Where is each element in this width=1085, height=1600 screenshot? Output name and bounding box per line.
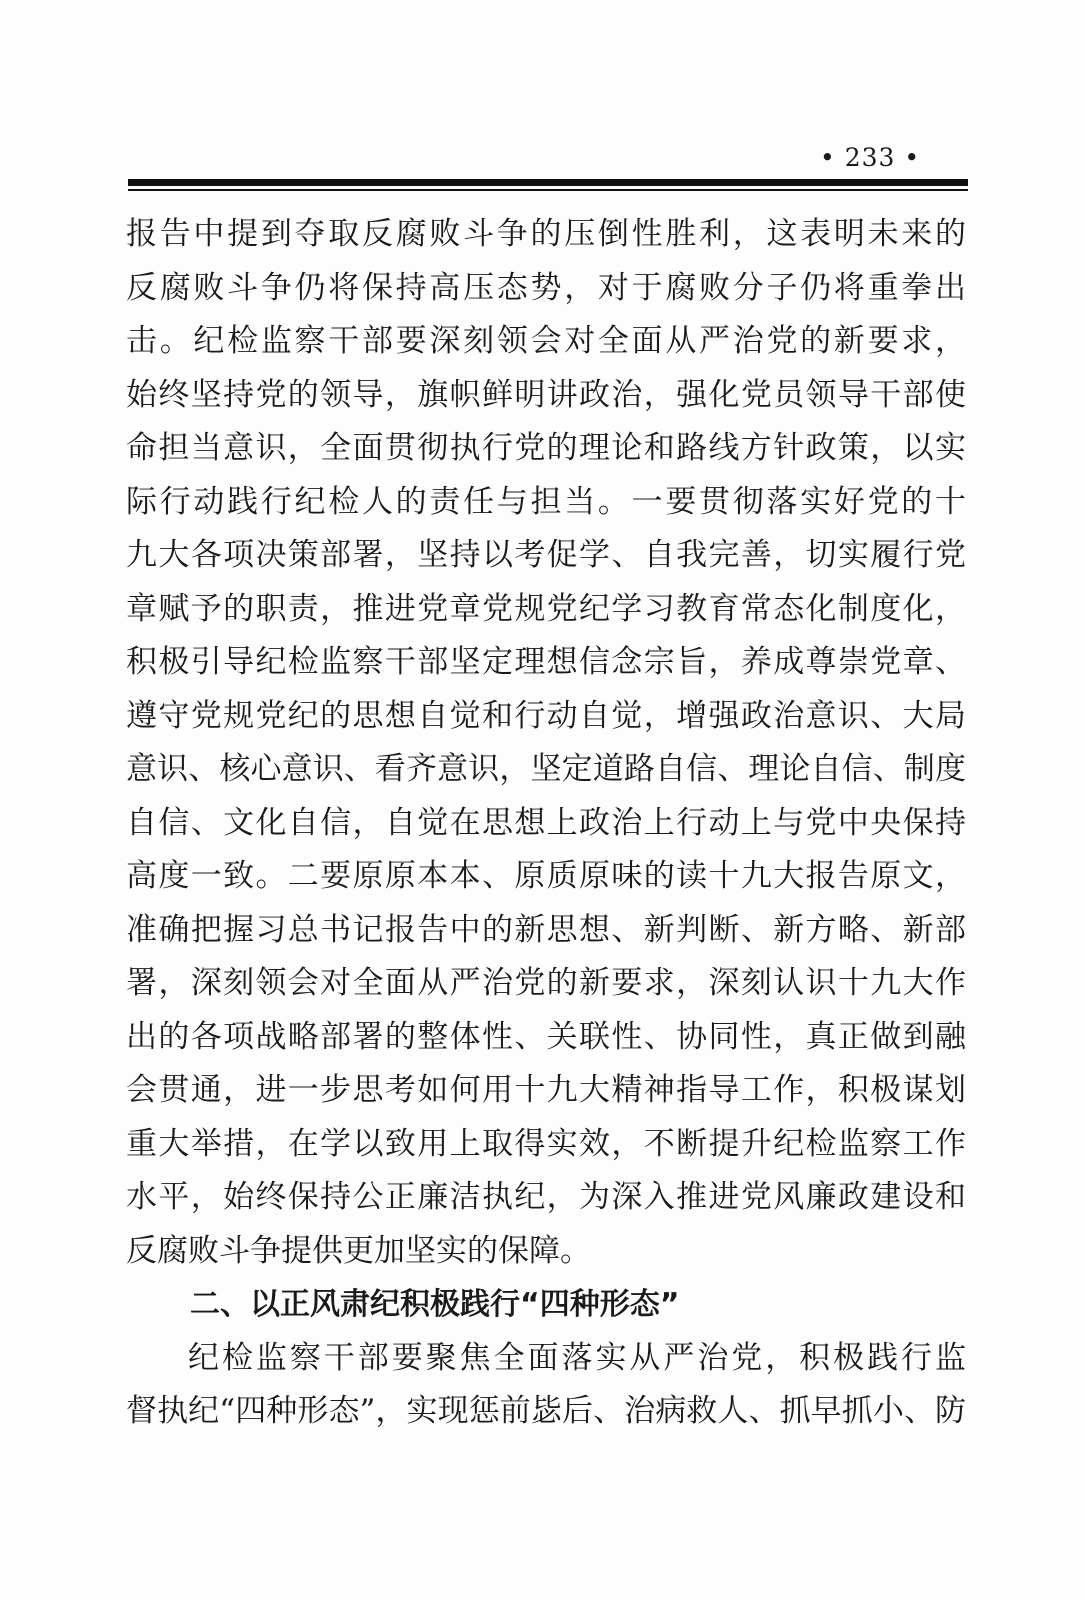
page-number: • 233 • [820, 143, 921, 172]
text-line: 积极引导纪检监察干部坚定理想信念宗旨，养成尊崇党章、 [126, 644, 966, 680]
text-line: 始终坚持党的领导，旗帜鲜明讲政治，强化党员领导干部使 [126, 376, 966, 413]
text-line: 九大各项决策部署，坚持以考促学、自我完善，切实履行党 [126, 537, 966, 573]
text-line: 章赋予的职责，推进党章党规党纪学习教育常态化制度化， [126, 590, 966, 627]
body-text [126, 208, 966, 1439]
text-line: 反腐败斗争提供更加坚实的保障。 [126, 1232, 591, 1269]
text-line: 会贯通，进一步思考如何用十九大精神指导工作，积极谋划 [126, 1072, 966, 1108]
text-line: 意识、核心意识、看齐意识，坚定道路自信、理论自信、制度 [126, 751, 966, 787]
text-line: 自信、文化自信，自觉在思想上政治上行动上与党中央保持 [126, 804, 966, 841]
text-line: 遵守党规党纪的思想自觉和行动自觉，增强政治意识、大局 [126, 697, 966, 734]
text-line: 高度一致。二要原原本本、原质原味的读十九大报告原文， [126, 858, 966, 894]
text-line: 反腐败斗争仍将保持高压态势，对于腐败分子仍将重拳出 [126, 269, 966, 306]
text-line: 纪检监察干部要聚焦全面落实从严治党，积极践行监 [188, 1339, 966, 1376]
header-rule-thick [128, 179, 968, 186]
text-line: 水平，始终保持公正廉洁执纪，为深入推进党风廉政建设和 [126, 1179, 966, 1215]
header-rule-thin [128, 189, 968, 191]
section-heading: 二、以正风肃纪积极践行“四种形态” [190, 1287, 680, 1322]
text-line: 署，深刻领会对全面从严治党的新要求，深刻认识十九大作 [126, 965, 966, 1001]
text-line: 准确把握习总书记报告中的新思想、新判断、新方略、新部 [126, 911, 966, 948]
text-line: 击。纪检监察干部要深刻领会对全面从严治党的新要求， [126, 323, 966, 359]
text-line: 出的各项战略部署的整体性、关联性、协同性，真正做到融 [126, 1018, 966, 1055]
text-line: 际行动践行纪检人的责任与担当。一要贯彻落实好党的十 [126, 483, 966, 520]
text-line: 重大举措，在学以致用上取得实效，不断提升纪检监察工作 [126, 1125, 966, 1162]
text-line: 督执纪“四种形态”，实现惩前毖后、治病救人、抓早抓小、防 [126, 1393, 966, 1429]
text-line: 命担当意识，全面贯彻执行党的理论和路线方针政策，以实 [126, 430, 966, 466]
text-line: 报告中提到夺取反腐败斗争的压倒性胜利，这表明未来的 [126, 216, 966, 252]
